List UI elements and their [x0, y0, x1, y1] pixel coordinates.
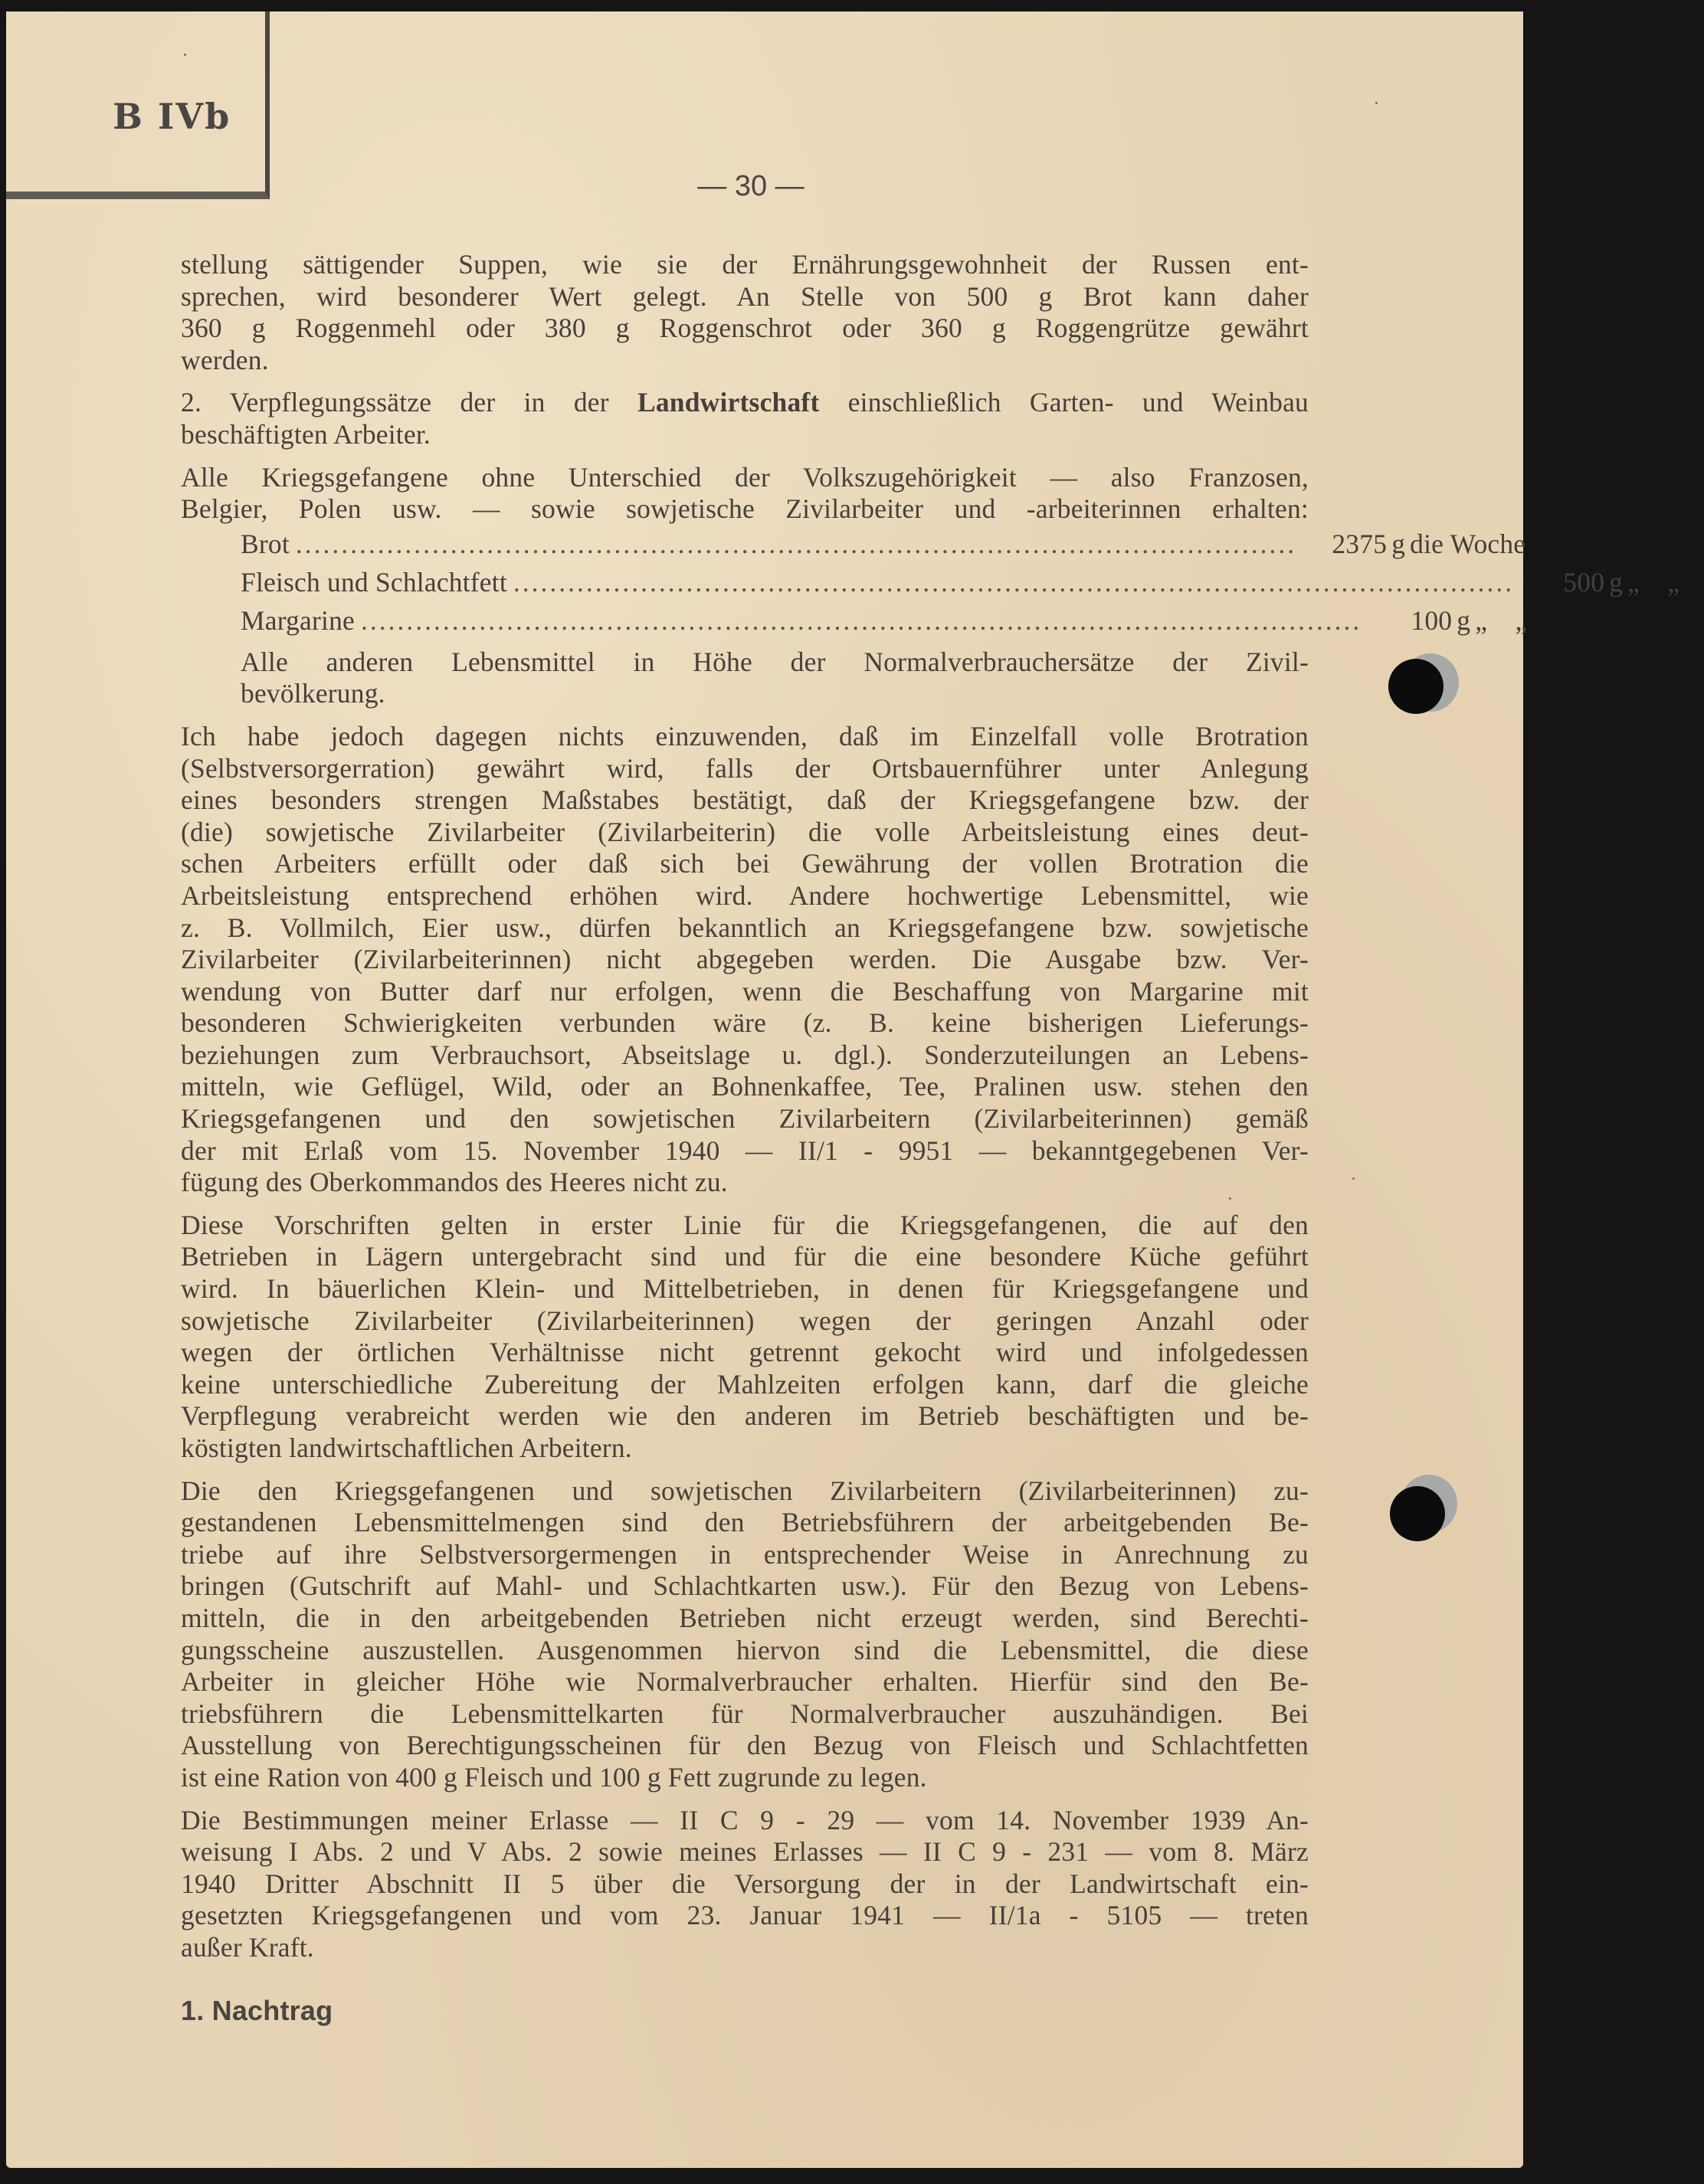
paper-speck [184, 54, 186, 56]
ration-item: Fleisch und Schlachtfett [241, 566, 507, 598]
document-body [181, 249, 1680, 2026]
leader-dots: .............................................................................................................. [361, 604, 1362, 636]
ration-unit: g [1457, 604, 1471, 636]
text-line: gesetzten Kriegsgefangenen und vom 23. Januar 1941 — II/1a - 5105 — treten [181, 1900, 1309, 1931]
ration-period: „ „ [1627, 566, 1680, 598]
text-line: köstigten landwirtschaftlichen Arbeitern. [181, 1433, 632, 1463]
text-line: mitteln, die in den arbeitgebenden Betrieben nicht erzeugt werden, sind Berechti- [181, 1602, 1309, 1633]
text-line: 360 g Roggenmehl oder 380 g Roggenschrot oder 360 g Roggengrütze gewährt [181, 313, 1309, 344]
text-line: Zivilarbeiter (Zivilarbeiterinnen) nicht abgegeben werden. Die Ausgabe bzw. Ver- [181, 944, 1309, 975]
heading-bold-term: Landwirtschaft [637, 387, 820, 418]
text-line: wird. In bäuerlichen Klein- und Mittelbetrieben, in denen für Kriegsgefangene und [181, 1273, 1309, 1305]
supplement-label: 1. Nachtrag [181, 1994, 333, 2026]
text-line: mitteln, wie Geflügel, Wild, oder an Bohnenkaffee, Tee, Pralinen usw. stehen den [181, 1071, 1309, 1102]
paragraph-section-2-heading [181, 387, 1309, 450]
text-line: ist eine Ration von 400 g Fleisch und 100 g Fett zugrunde zu legen. [181, 1761, 927, 1793]
ration-note [241, 647, 1309, 710]
text-line: keine unterschiedliche Zubereitung der Mahlzeiten erfolgen kann, darf die gleiche [181, 1368, 1309, 1400]
text-line: stellung sättigender Suppen, wie sie der Ernährungsgewohnheit der Russen ent- [181, 249, 1309, 280]
paragraph-food-allocation [181, 1475, 1309, 1794]
text-line: fügung des Oberkommandos des Heeres nicht zu. [181, 1167, 728, 1198]
text-line: Ausstellung von Berechtigungsscheinen für den Bezug von Fleisch und Schlachtfetten [181, 1730, 1309, 1761]
text-line: Betrieben in Lägern untergebracht sind und für die eine besondere Küche geführt [181, 1241, 1309, 1272]
ration-row-bread [241, 528, 1526, 567]
punch-hole-upper [1388, 659, 1443, 714]
leader-dots: .............................................................................................................. [513, 566, 1515, 598]
text-line: der mit Erlaß vom 15. November 1940 — II/1 - 9951 — bekanntgegebenen Ver- [181, 1135, 1309, 1166]
text-line: Die den Kriegsgefangenen und sowjetischen Zivilarbeitern (Zivilarbeiterinnen) zu- [181, 1475, 1309, 1506]
ration-item: Brot [241, 528, 290, 559]
text-line: Diese Vorschriften gelten in erster Linie für die Kriegsgefangenen, die auf den [181, 1209, 1309, 1240]
ration-period: „ „ [1475, 604, 1528, 636]
text-line: wegen der örtlichen Verhältnisse nicht getrennt gekocht wird und infolgedessen [181, 1337, 1309, 1368]
paper-speck [1375, 102, 1378, 104]
heading-suffix: einschließlich Garten- und Weinbau [819, 387, 1309, 418]
paragraph-soups [181, 249, 1309, 376]
text-line: Ich habe jedoch dagegen nichts einzuwenden, daß im Einzelfall volle Brotration [181, 720, 1309, 751]
text-line: Belgier, Polen usw. — sowie sowjetische Zivilarbeiter und -arbeiterinnen erhalten: [181, 493, 1309, 525]
text-line: Arbeiter in gleicher Höhe wie Normalverbraucher erhalten. Hierfür sind den Be- [181, 1666, 1309, 1698]
text-line: Die Bestimmungen meiner Erlasse — II C 9 - 29 — vom 14. November 1939 An- [181, 1804, 1309, 1835]
ration-row-meat [241, 566, 1680, 605]
ration-amount [1520, 567, 1704, 599]
text-line: sprechen, wird besonderer Wert gelegt. An Stelle von 500 g Brot kann daher [181, 280, 1309, 312]
text-line: werden. [181, 344, 269, 375]
text-line: bevölkerung. [241, 678, 385, 709]
text-line: z. B. Vollmilch, Eier usw., dürfen bekanntlich an Kriegsgefangene bzw. sowjetische [181, 912, 1309, 943]
page-number: — 30 — [697, 170, 804, 202]
text-line: Kriegsgefangenen und den sowjetischen Zivilarbeitern (Zivilarbeiterinnen) gemäß [181, 1103, 1309, 1135]
text-line: gestandenen Lebensmittelmengen sind den Betriebsführern der arbeitgebenden Be- [181, 1507, 1309, 1538]
ration-item: Margarine [241, 604, 356, 636]
text-line: Verpflegung verabreicht werden wie den anderen im Betrieb beschäftigten und be- [181, 1400, 1309, 1432]
text-line: 1940 Dritter Abschnitt II 5 über die Versorgung der in der Landwirtschaft ein- [181, 1868, 1309, 1899]
paragraph-regulations-scope [181, 1210, 1309, 1465]
ration-quantity: 500 [1563, 566, 1605, 598]
text-line: Arbeitsleistung entsprechend erhöhen wird. Andere hochwertige Lebensmittel, wie [181, 879, 1309, 911]
ration-unit: g [1391, 528, 1406, 559]
paragraph-full-bread-ration [181, 721, 1309, 1199]
text-line: bringen (Gutschrift auf Mahl- und Schlachtkarten usw.). Für den Bezug von Lebens- [181, 1570, 1309, 1602]
text-line: weisung I Abs. 2 und V Abs. 2 sowie meines Erlasses — II C 9 - 231 — vom 8. März [181, 1836, 1309, 1868]
text-line: triebsführern die Lebensmittelkarten für Normalverbraucher auszuhändigen. Bei [181, 1698, 1309, 1729]
text-line: Alle anderen Lebensmittel in Höhe der Normalverbrauchersätze der Zivil- [241, 646, 1309, 677]
text-line: außer Kraft. [181, 1931, 314, 1963]
paragraph-all-prisoners [181, 462, 1309, 526]
punch-hole-lower [1390, 1486, 1445, 1541]
ration-period: die Woche [1410, 528, 1526, 559]
text-line [181, 387, 1309, 419]
text-line: gungsscheine auszustellen. Ausgenommen hiervon sind die Lebensmittel, die diese [181, 1634, 1309, 1665]
paragraph-repeal [181, 1805, 1309, 1964]
ration-table [241, 528, 1680, 643]
ration-row-margarine [241, 604, 1528, 643]
ration-quantity: 2375 [1332, 528, 1388, 559]
ration-unit: g [1609, 566, 1624, 598]
text-line: (Selbstversorgerration) gewährt wird, falls der Ortsbauernführer unter Anlegung [181, 752, 1309, 784]
heading-prefix: 2. Verpflegungssätze der in der [181, 387, 637, 418]
text-line: schen Arbeiters erfüllt oder daß sich bei Gewährung der vollen Brotration die [181, 848, 1309, 879]
text-line: (die) sowjetische Zivilarbeiter (Zivilarbeiterin) die volle Arbeitsleistung eines deut- [181, 816, 1309, 847]
text-line: sowjetische Zivilarbeiter (Zivilarbeiterinnen) wegen der geringen Anzahl oder [181, 1305, 1309, 1336]
ration-amount [1368, 605, 1552, 637]
text-line: besonderen Schwierigkeiten verbunden wäre (z. B. keine bisherigen Lieferungs- [181, 1007, 1309, 1039]
paper-speck [1352, 1177, 1355, 1180]
ration-amount [1303, 528, 1526, 561]
ration-quantity: 100 [1411, 604, 1453, 636]
section-label: B IVb [113, 96, 231, 137]
text-line: Alle Kriegsgefangene ohne Unterschied der Volkszugehörigkeit — also Franzosen, [181, 461, 1309, 493]
text-line: triebe auf ihre Selbstversorgermengen in entsprechender Weise in Anrechnung zu [181, 1538, 1309, 1570]
text-line: wendung von Butter darf nur erfolgen, wenn die Beschaffung von Margarine mit [181, 975, 1309, 1007]
leader-dots: .............................................................................................................. [295, 528, 1297, 559]
text-line: beziehungen zum Verbrauchsort, Abseitslage u. dgl.). Sonderzuteilungen an Lebens- [181, 1039, 1309, 1070]
text-line: beschäftigten Arbeiter. [181, 418, 431, 450]
text-line: eines besonders strengen Maßstabes bestätigt, daß der Kriegsgefangene bzw. der [181, 784, 1309, 816]
